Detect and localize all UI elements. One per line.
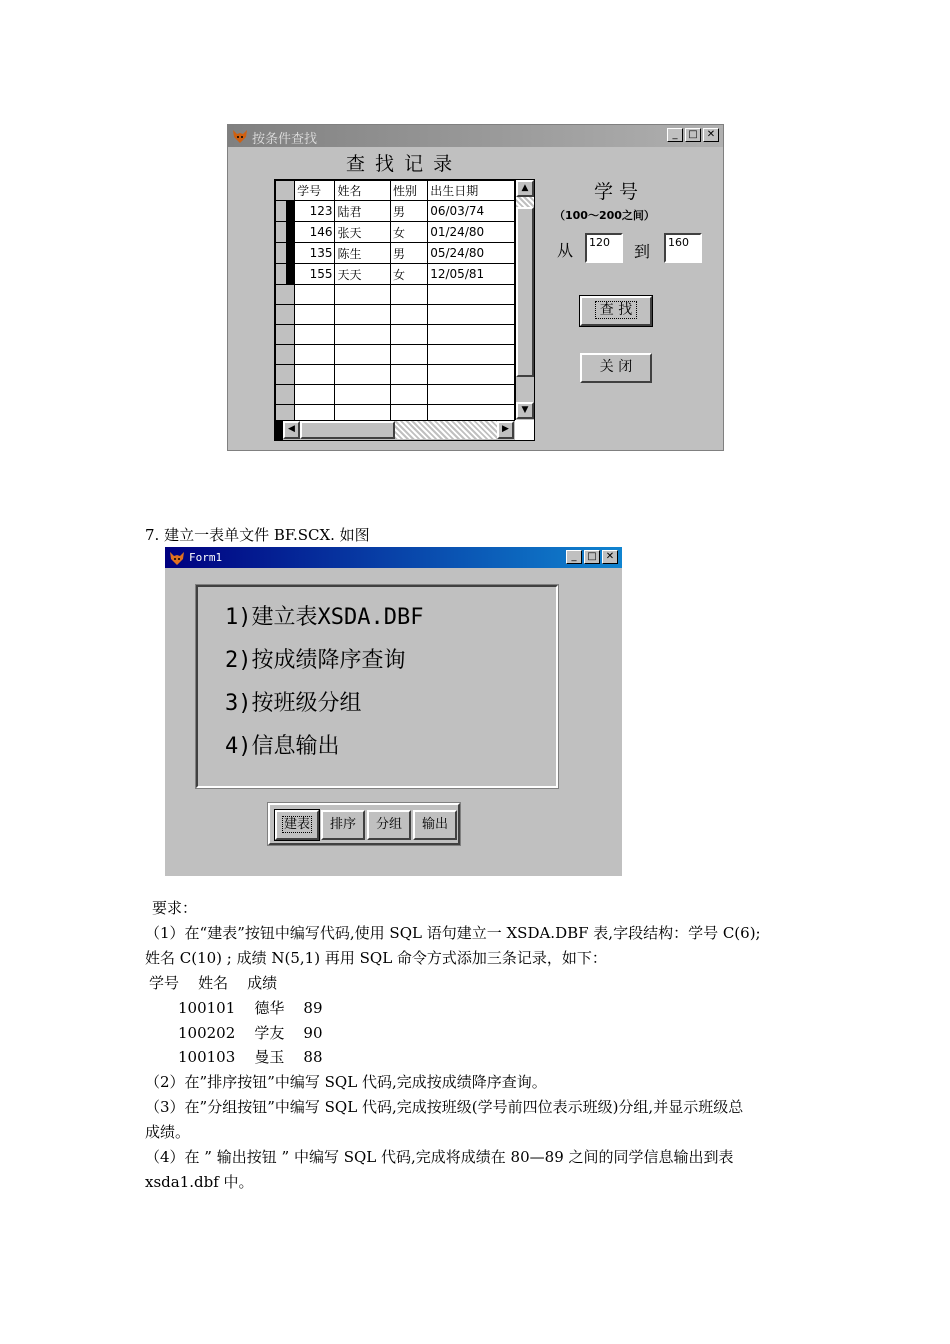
find-button[interactable] — [580, 296, 652, 326]
search-window — [227, 124, 724, 451]
to-label: 到 — [634, 242, 651, 261]
cell-birthdate[interactable]: 01/24/80 — [428, 222, 515, 243]
table-row[interactable] — [276, 201, 515, 222]
from-label: 从 — [557, 241, 574, 260]
table-row[interactable] — [276, 243, 515, 264]
group-button[interactable] — [367, 810, 411, 840]
cell-id[interactable]: 146 — [295, 222, 335, 243]
cell-gender[interactable]: 男 — [390, 201, 427, 222]
form1-titlebar[interactable] — [165, 547, 622, 568]
records-grid[interactable] — [274, 179, 535, 441]
close-icon[interactable]: ✕ — [602, 550, 618, 564]
req-p4-line2: xsda1.dbf 中。 — [145, 1173, 254, 1191]
scroll-htrack[interactable] — [395, 421, 498, 439]
scroll-thumb[interactable] — [516, 207, 534, 377]
cell-gender[interactable]: 女 — [390, 222, 427, 243]
scroll-track[interactable] — [516, 197, 534, 207]
form1-title: Form1 — [189, 551, 223, 564]
close-button-label: 关 闭 — [599, 359, 633, 375]
menu-item-group: 3)按班级分组 — [225, 691, 362, 716]
cell-name[interactable]: 天天 — [335, 264, 390, 285]
cell-id[interactable]: 135 — [295, 243, 335, 264]
table-row[interactable] — [276, 305, 515, 325]
table-row[interactable] — [276, 222, 515, 243]
create-table-label: 建表 — [283, 817, 310, 832]
button-group — [268, 803, 460, 845]
column-header[interactable]: 学号 — [295, 181, 335, 201]
to-input[interactable]: 160 — [664, 233, 702, 263]
minimize-icon[interactable]: _ — [566, 550, 582, 564]
table-row[interactable] — [276, 325, 515, 345]
table-row[interactable] — [276, 385, 515, 405]
column-header[interactable]: 姓名 — [335, 181, 390, 201]
close-icon[interactable]: ✕ — [703, 128, 719, 142]
close-button[interactable] — [580, 353, 652, 383]
cell-gender[interactable]: 女 — [390, 264, 427, 285]
cell-birthdate[interactable]: 05/24/80 — [428, 243, 515, 264]
section-heading: 7. 建立一表单文件 BF.SCX. 如图 — [145, 526, 370, 544]
table-row[interactable] — [276, 264, 515, 285]
req-p1-line2: 姓名 C(10) ; 成绩 N(5,1) 再用 SQL 命令方式添加三条记录，如下： — [145, 949, 607, 967]
maximize-icon[interactable]: □ — [584, 550, 600, 564]
minimize-icon[interactable]: _ — [667, 128, 683, 142]
req-p4-line1: （4）在 ” 输出按钮 ” 中编写 SQL 代码,完成将成绩在 80—89 之间的同学信息输出到表 — [145, 1148, 734, 1166]
column-header[interactable]: 性别 — [390, 181, 427, 201]
cell-birthdate[interactable]: 06/03/74 — [428, 201, 515, 222]
cell-id[interactable]: 123 — [295, 201, 335, 222]
cell-name[interactable]: 陆君 — [335, 201, 390, 222]
req-record: 100202 学友 90 — [178, 1024, 323, 1042]
group-label: 分组 — [375, 817, 402, 832]
horizontal-scrollbar[interactable] — [275, 420, 515, 440]
req-p1-line1: （1）在“建表”按钮中编写代码,使用 SQL 语句建立一 XSDA.DBF 表,字段结构：学号 C(6); — [145, 924, 761, 942]
table-row[interactable] — [276, 365, 515, 385]
scroll-down-icon[interactable]: ▼ — [516, 402, 534, 419]
sort-button[interactable] — [321, 810, 365, 840]
search-heading: 查 找 记 录 — [346, 153, 455, 175]
table-row[interactable] — [276, 285, 515, 305]
maximize-icon[interactable]: □ — [685, 128, 701, 142]
scroll-left-icon[interactable]: ◀ — [283, 421, 300, 439]
scroll-hthumb[interactable] — [300, 421, 395, 439]
req-p3-line2: 成绩。 — [145, 1123, 191, 1141]
fox-app-icon — [232, 128, 248, 144]
search-window-titlebar[interactable] — [228, 125, 723, 147]
output-label: 输出 — [421, 817, 448, 832]
range-hint: （100～200之间） — [554, 209, 655, 222]
create-table-button[interactable] — [275, 810, 319, 840]
find-button-label: 查 找 — [595, 301, 637, 319]
req-record: 100101 德华 89 — [178, 999, 323, 1017]
cell-name[interactable]: 张天 — [335, 222, 390, 243]
search-window-title: 按条件查找 — [252, 132, 318, 147]
scroll-up-icon[interactable]: ▲ — [516, 180, 534, 197]
menu-item-output: 4)信息输出 — [225, 734, 340, 759]
cell-name[interactable]: 陈生 — [335, 243, 390, 264]
req-table-header: 学号 姓名 成绩 — [149, 974, 278, 992]
form1-window — [165, 547, 622, 876]
scroll-right-icon[interactable]: ▶ — [497, 421, 514, 439]
table-row[interactable] — [276, 345, 515, 365]
range-title: 学 号 — [594, 181, 639, 203]
req-p2: （2）在”排序按钮”中编写 SQL 代码,完成按成绩降序查询。 — [145, 1073, 547, 1091]
cell-id[interactable]: 155 — [295, 264, 335, 285]
vertical-scrollbar[interactable] — [515, 180, 534, 420]
grid-header-row — [276, 181, 515, 201]
menu-item-create-table: 1)建立表XSDA.DBF — [225, 605, 424, 630]
from-input[interactable]: 120 — [585, 233, 623, 263]
requirements-label: 要求： — [152, 899, 198, 917]
output-button[interactable] — [413, 810, 457, 840]
fox-app-icon — [169, 550, 185, 566]
menu-item-sort: 2)按成绩降序查询 — [225, 648, 406, 673]
menu-panel — [196, 585, 558, 788]
cell-birthdate[interactable]: 12/05/81 — [428, 264, 515, 285]
column-header[interactable]: 出生日期 — [428, 181, 515, 201]
req-record: 100103 曼玉 88 — [178, 1048, 323, 1066]
cell-gender[interactable]: 男 — [390, 243, 427, 264]
req-p3-line1: （3）在”分组按钮”中编写 SQL 代码,完成按班级(学号前四位表示班级)分组,并显示班级总 — [145, 1098, 744, 1116]
sort-label: 排序 — [329, 817, 356, 832]
